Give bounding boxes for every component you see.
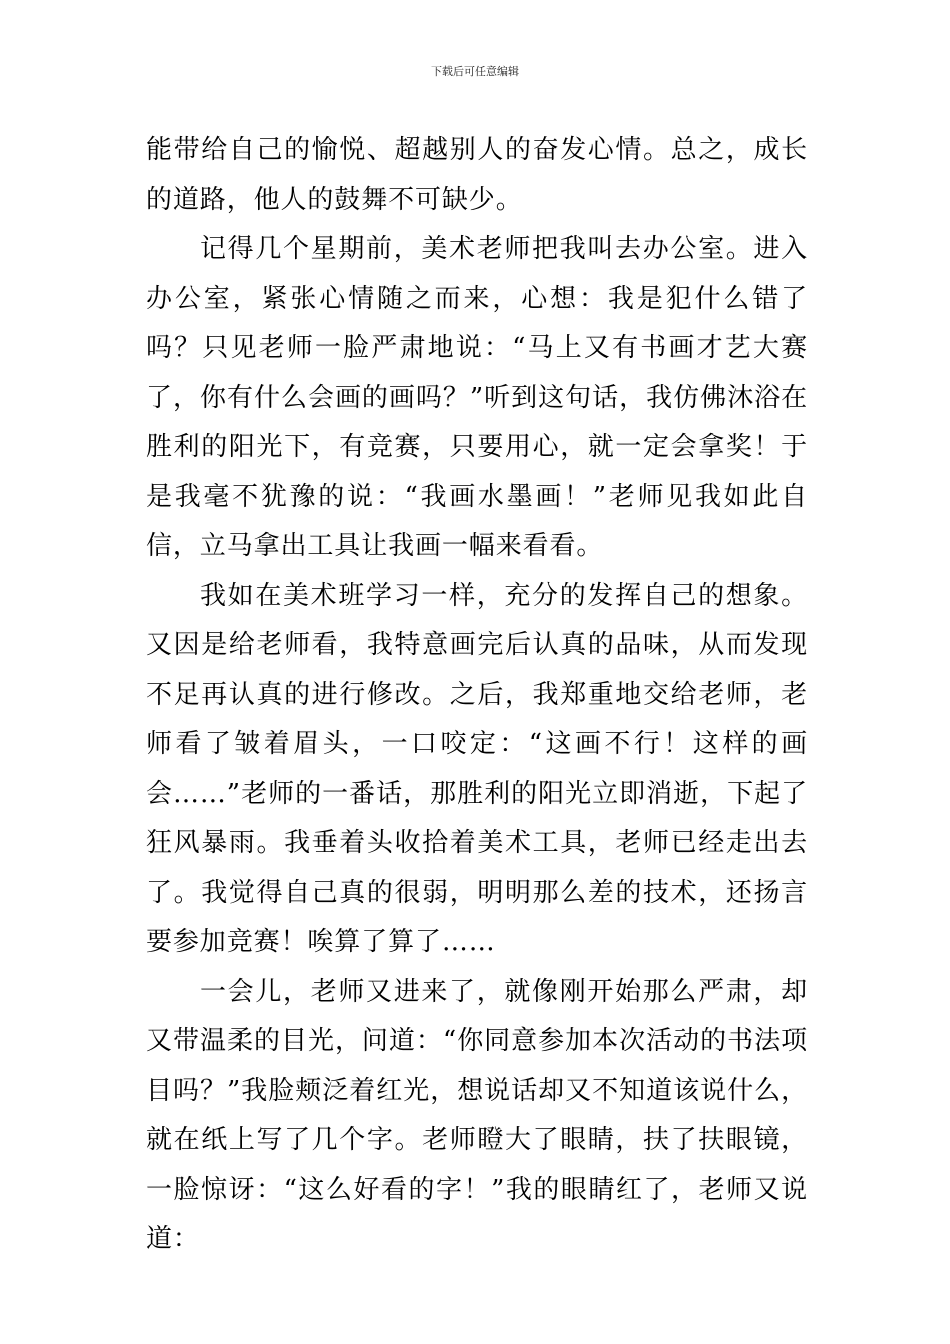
paragraph-4: 一会儿，老师又进来了，就像刚开始那么严肃，却又带温柔的目光，问道：“你同意参加本次活动的书法项目吗？”我脸颊泛着红光，想说话却又不知道该说什么，就在纸上写了几个字。老师瞪大了眼睛，扶了扶眼镜，一脸惊讶：“这么好看的字！”我的眼睛红了，老师又说道：: [146, 976, 808, 1254]
paragraph-3: 我如在美术班学习一样，充分的发挥自己的想象。又因是给老师看，我特意画完后认真的品味，从而发现不足再认真的进行修改。之后，我郑重地交给老师，老师看了皱着眉头，一口咬定：“这画不行！这样的画会……”老师的一番话，那胜利的阳光立即消逝，下起了狂风暴雨。我垂着头收拾着美术工具，老师已经走出去了。我觉得自己真的很弱，明明那么差的技术，还扬言要参加竞赛！唉算了算了……: [146, 580, 808, 957]
paragraph-2: 记得几个星期前，美术老师把我叫去办公室。进入办公室，紧张心情随之而来，心想：我是犯什么错了吗？只见老师一脸严肃地说：“马上又有书画才艺大赛了，你有什么会画的画吗？”听到这句话，我仿佛沐浴在胜利的阳光下，有竞赛，只要用心，就一定会拿奖！于是我毫不犹豫的说：“我画水墨画！”老师见我如此自信，立马拿出工具让我画一幅来看看。: [146, 234, 808, 561]
document-body: [146, 126, 808, 1265]
paragraph-1: 能带给自己的愉悦、超越别人的奋发心情。总之，成长的道路，他人的鼓舞不可缺少。: [146, 135, 808, 215]
page-header: 下载后可任意编辑: [431, 65, 519, 78]
